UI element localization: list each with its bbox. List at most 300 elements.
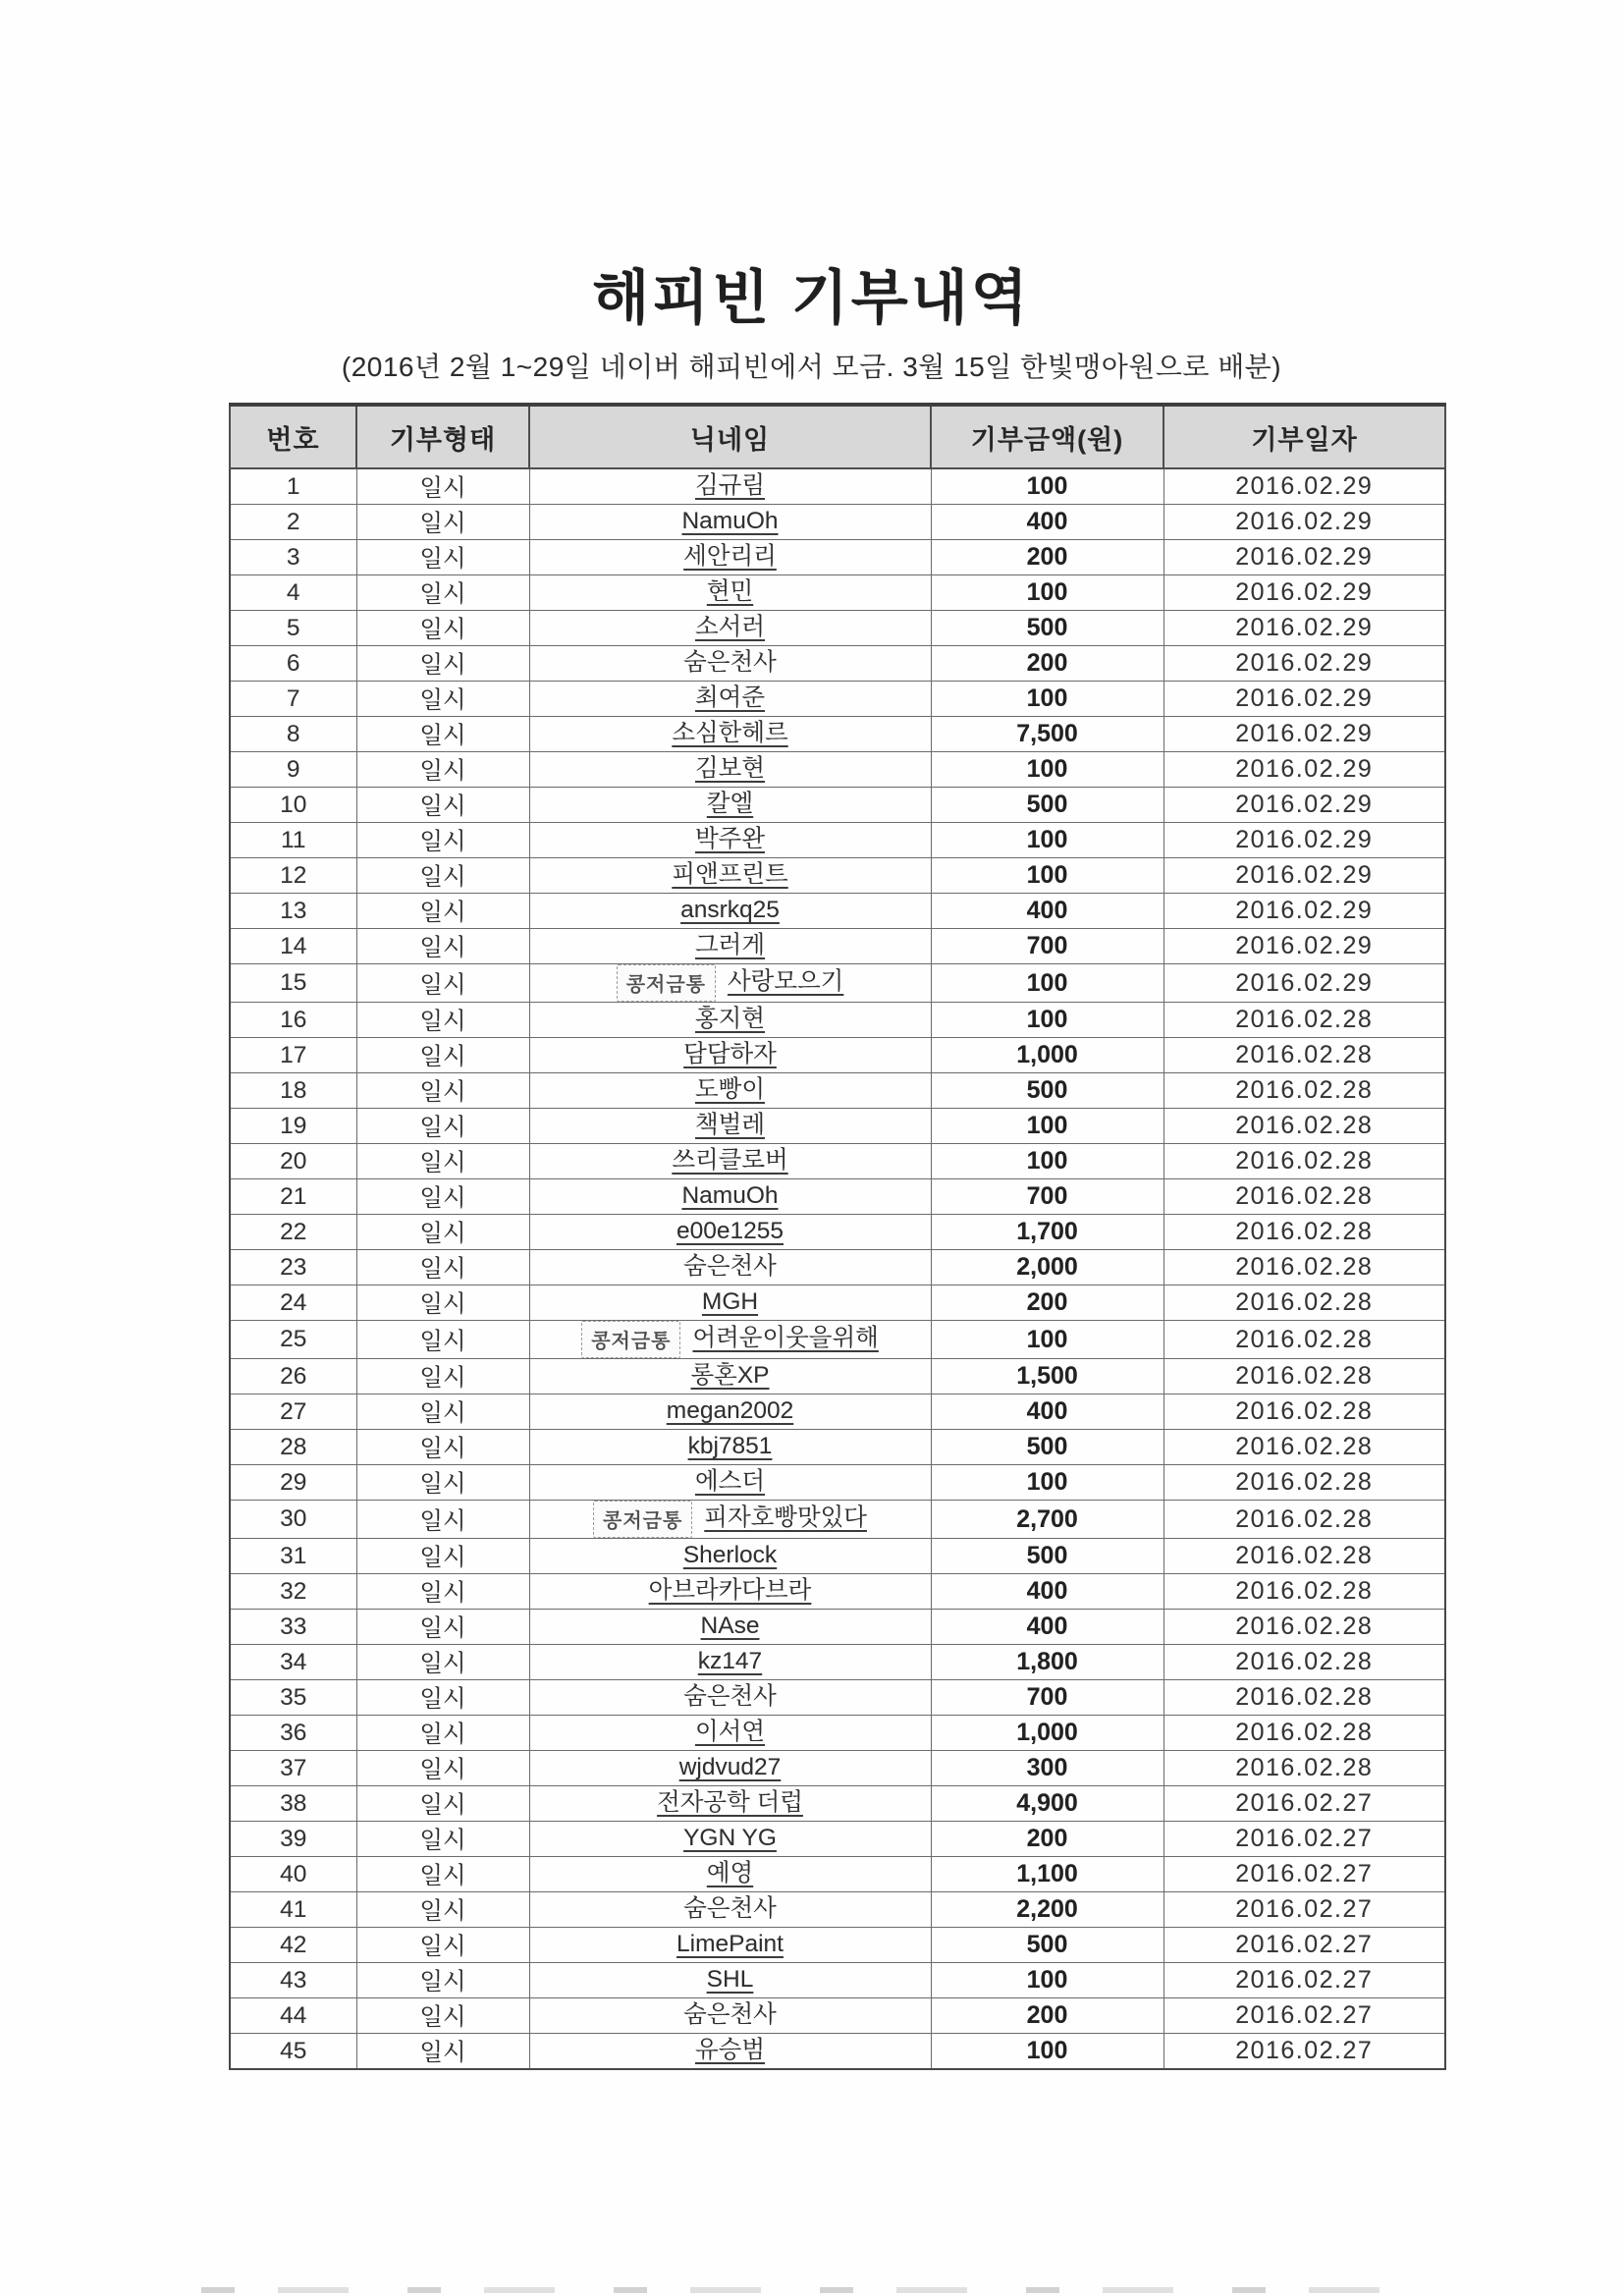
table-row: [230, 1998, 1445, 2034]
row-number-cell: 43: [230, 1963, 356, 1998]
date-cell: 2016.02.28: [1163, 1680, 1445, 1716]
row-number-cell: 41: [230, 1892, 356, 1928]
header-date: 기부일자: [1163, 405, 1445, 468]
date-cell: 2016.02.27: [1163, 1822, 1445, 1857]
donation-type-cell: 일시: [356, 611, 529, 646]
amount-cell: 700: [931, 929, 1163, 964]
nickname-text: MGH: [701, 1288, 759, 1316]
date-cell: 2016.02.29: [1163, 964, 1445, 1003]
donation-type-cell: 일시: [356, 964, 529, 1003]
donation-type-cell: 일시: [356, 505, 529, 540]
date-cell: 2016.02.28: [1163, 1038, 1445, 1073]
row-number-cell: 21: [230, 1179, 356, 1215]
nickname-cell: [529, 788, 931, 823]
date-cell: 2016.02.28: [1163, 1321, 1445, 1359]
nickname-cell: [529, 575, 931, 611]
bean-bank-badge: 콩저금통: [617, 964, 716, 1002]
date-cell: 2016.02.29: [1163, 929, 1445, 964]
donation-type-cell: 일시: [356, 1645, 529, 1680]
nickname-cell: [529, 505, 931, 540]
donation-type-cell: 일시: [356, 1430, 529, 1465]
scan-edge-artifact: [201, 2287, 1387, 2293]
nickname-cell: [529, 1321, 931, 1359]
nickname-text: e00e1255: [676, 1218, 784, 1245]
date-cell: 2016.02.29: [1163, 611, 1445, 646]
nickname-text: 숨은천사: [683, 1895, 777, 1923]
date-cell: 2016.02.28: [1163, 1465, 1445, 1501]
table-row: [230, 1179, 1445, 1215]
nickname-text: 최여준: [694, 684, 765, 712]
table-row: [230, 1610, 1445, 1645]
nickname-text: 피자호빵맛있다: [704, 1504, 867, 1532]
nickname-text: 숨은천사: [683, 2001, 777, 2029]
date-cell: 2016.02.28: [1163, 1250, 1445, 1285]
nickname-text: 아브라카다브라: [648, 1577, 812, 1605]
donation-type-cell: 일시: [356, 1321, 529, 1359]
amount-cell: 500: [931, 611, 1163, 646]
nickname-cell: [529, 1786, 931, 1822]
donation-type-cell: 일시: [356, 894, 529, 929]
row-number-cell: 11: [230, 823, 356, 858]
row-number-cell: 33: [230, 1610, 356, 1645]
amount-cell: 500: [931, 1430, 1163, 1465]
table-row: [230, 717, 1445, 752]
amount-cell: 700: [931, 1680, 1163, 1716]
amount-cell: 100: [931, 1963, 1163, 1998]
table-row: [230, 682, 1445, 717]
document-title: 해피빈 기부내역: [592, 265, 1031, 331]
row-number-cell: 40: [230, 1857, 356, 1892]
row-number-cell: 34: [230, 1645, 356, 1680]
donation-type-cell: 일시: [356, 682, 529, 717]
nickname-text: 소서러: [694, 614, 765, 641]
donation-type-cell: 일시: [356, 1822, 529, 1857]
nickname-text: YGN YG: [683, 1825, 777, 1852]
amount-cell: 100: [931, 682, 1163, 717]
date-cell: 2016.02.27: [1163, 1963, 1445, 1998]
nickname-text: NAse: [700, 1613, 760, 1640]
row-number-cell: 15: [230, 964, 356, 1003]
amount-cell: 400: [931, 1610, 1163, 1645]
date-cell: 2016.02.29: [1163, 682, 1445, 717]
date-cell: 2016.02.28: [1163, 1073, 1445, 1109]
amount-cell: 2,700: [931, 1501, 1163, 1539]
amount-cell: 100: [931, 468, 1163, 505]
donation-type-cell: 일시: [356, 575, 529, 611]
date-cell: 2016.02.27: [1163, 1928, 1445, 1963]
nickname-text: SHL: [706, 1966, 754, 1994]
nickname-text: 유승범: [694, 2037, 765, 2064]
date-cell: 2016.02.28: [1163, 1610, 1445, 1645]
row-number-cell: 31: [230, 1539, 356, 1574]
amount-cell: 100: [931, 1321, 1163, 1359]
table-row: [230, 1645, 1445, 1680]
nickname-text: 어려운이웃을위해: [692, 1325, 879, 1352]
header-amount: 기부금액(원): [931, 405, 1163, 468]
donation-type-cell: 일시: [356, 1003, 529, 1038]
table-row: [230, 1680, 1445, 1716]
nickname-cell: [529, 1610, 931, 1645]
nickname-cell: [529, 611, 931, 646]
nickname-text: 에스더: [694, 1468, 765, 1496]
nickname-cell: [529, 1394, 931, 1430]
table-row: [230, 1574, 1445, 1610]
nickname-text: ansrkq25: [680, 897, 780, 924]
row-number-cell: 23: [230, 1250, 356, 1285]
donation-type-cell: 일시: [356, 646, 529, 682]
donation-type-cell: 일시: [356, 1250, 529, 1285]
donation-type-cell: 일시: [356, 717, 529, 752]
amount-cell: 200: [931, 646, 1163, 682]
table-row: [230, 929, 1445, 964]
row-number-cell: 8: [230, 717, 356, 752]
donation-table: [229, 403, 1446, 2070]
donation-type-cell: 일시: [356, 1038, 529, 1073]
nickname-cell: [529, 929, 931, 964]
nickname-cell: [529, 858, 931, 894]
nickname-cell: [529, 717, 931, 752]
amount-cell: 500: [931, 788, 1163, 823]
nickname-cell: [529, 1645, 931, 1680]
date-cell: 2016.02.29: [1163, 505, 1445, 540]
header-nickname: 닉네임: [529, 405, 931, 468]
donation-type-cell: 일시: [356, 1892, 529, 1928]
table-row: [230, 1394, 1445, 1430]
table-row: [230, 1928, 1445, 1963]
nickname-cell: [529, 894, 931, 929]
amount-cell: 1,100: [931, 1857, 1163, 1892]
donation-type-cell: 일시: [356, 1610, 529, 1645]
nickname-cell: [529, 646, 931, 682]
row-number-cell: 29: [230, 1465, 356, 1501]
donation-type-cell: 일시: [356, 858, 529, 894]
donation-type-cell: 일시: [356, 1394, 529, 1430]
amount-cell: 100: [931, 1144, 1163, 1179]
donation-type-cell: 일시: [356, 929, 529, 964]
row-number-cell: 19: [230, 1109, 356, 1144]
nickname-text: LimePaint: [676, 1931, 784, 1958]
donation-type-cell: 일시: [356, 1073, 529, 1109]
amount-cell: 500: [931, 1073, 1163, 1109]
table-row: [230, 1857, 1445, 1892]
date-cell: 2016.02.28: [1163, 1359, 1445, 1394]
date-cell: 2016.02.28: [1163, 1394, 1445, 1430]
amount-cell: 500: [931, 1928, 1163, 1963]
table-row: [230, 1716, 1445, 1751]
nickname-cell: [529, 1430, 931, 1465]
amount-cell: 100: [931, 823, 1163, 858]
bean-bank-badge: 콩저금통: [593, 1501, 692, 1538]
date-cell: 2016.02.29: [1163, 468, 1445, 505]
row-number-cell: 3: [230, 540, 356, 575]
row-number-cell: 38: [230, 1786, 356, 1822]
nickname-cell: [529, 1998, 931, 2034]
donation-type-cell: 일시: [356, 1501, 529, 1539]
row-number-cell: 17: [230, 1038, 356, 1073]
table-row: [230, 1892, 1445, 1928]
date-cell: 2016.02.27: [1163, 1998, 1445, 2034]
table-row: [230, 2034, 1445, 2070]
row-number-cell: 12: [230, 858, 356, 894]
nickname-cell: [529, 1285, 931, 1321]
nickname-text: 피앤프린트: [672, 861, 788, 889]
donation-type-cell: 일시: [356, 1539, 529, 1574]
nickname-cell: [529, 1928, 931, 1963]
nickname-cell: [529, 540, 931, 575]
date-cell: 2016.02.28: [1163, 1003, 1445, 1038]
table-row: [230, 752, 1445, 788]
date-cell: 2016.02.27: [1163, 2034, 1445, 2070]
row-number-cell: 6: [230, 646, 356, 682]
amount-cell: 100: [931, 1003, 1163, 1038]
nickname-cell: [529, 1822, 931, 1857]
amount-cell: 400: [931, 1574, 1163, 1610]
amount-cell: 100: [931, 1465, 1163, 1501]
table-row: [230, 1215, 1445, 1250]
donation-type-cell: 일시: [356, 1574, 529, 1610]
table-row: [230, 1073, 1445, 1109]
date-cell: 2016.02.29: [1163, 540, 1445, 575]
amount-cell: 1,000: [931, 1038, 1163, 1073]
amount-cell: 1,700: [931, 1215, 1163, 1250]
amount-cell: 100: [931, 1109, 1163, 1144]
row-number-cell: 2: [230, 505, 356, 540]
nickname-text: wjdvud27: [678, 1754, 782, 1781]
table-row: [230, 505, 1445, 540]
row-number-cell: 24: [230, 1285, 356, 1321]
nickname-text: 소심한헤르: [672, 720, 788, 747]
date-cell: 2016.02.27: [1163, 1892, 1445, 1928]
date-cell: 2016.02.29: [1163, 646, 1445, 682]
table-row: [230, 1501, 1445, 1539]
table-row: [230, 894, 1445, 929]
nickname-text: megan2002: [666, 1397, 794, 1425]
nickname-text: 롱혼XP: [690, 1362, 770, 1390]
donation-type-cell: 일시: [356, 1786, 529, 1822]
nickname-text: 세안리리: [683, 543, 777, 571]
row-number-cell: 18: [230, 1073, 356, 1109]
nickname-text: 홍지현: [694, 1006, 765, 1033]
date-cell: 2016.02.29: [1163, 858, 1445, 894]
row-number-cell: 28: [230, 1430, 356, 1465]
date-cell: 2016.02.29: [1163, 894, 1445, 929]
nickname-text: 도빵이: [694, 1076, 765, 1104]
row-number-cell: 16: [230, 1003, 356, 1038]
row-number-cell: 32: [230, 1574, 356, 1610]
table-body: [230, 468, 1445, 2069]
date-cell: 2016.02.29: [1163, 717, 1445, 752]
table-row: [230, 1321, 1445, 1359]
nickname-text: Sherlock: [682, 1542, 778, 1569]
donation-type-cell: 일시: [356, 1215, 529, 1250]
row-number-cell: 39: [230, 1822, 356, 1857]
nickname-text: 사랑모으기: [727, 968, 844, 996]
nickname-cell: [529, 1539, 931, 1574]
table-row: [230, 1250, 1445, 1285]
donation-type-cell: 일시: [356, 540, 529, 575]
nickname-cell: [529, 1892, 931, 1928]
donation-type-cell: 일시: [356, 468, 529, 505]
date-cell: 2016.02.29: [1163, 752, 1445, 788]
nickname-cell: [529, 2034, 931, 2070]
donation-type-cell: 일시: [356, 1179, 529, 1215]
donation-type-cell: 일시: [356, 1285, 529, 1321]
nickname-cell: [529, 1250, 931, 1285]
nickname-text: 이서연: [694, 1719, 765, 1746]
date-cell: 2016.02.28: [1163, 1430, 1445, 1465]
row-number-cell: 13: [230, 894, 356, 929]
donation-type-cell: 일시: [356, 1928, 529, 1963]
row-number-cell: 4: [230, 575, 356, 611]
amount-cell: 200: [931, 1285, 1163, 1321]
row-number-cell: 37: [230, 1751, 356, 1786]
nickname-cell: [529, 1038, 931, 1073]
amount-cell: 400: [931, 1394, 1163, 1430]
amount-cell: 2,000: [931, 1250, 1163, 1285]
table-row: [230, 1786, 1445, 1822]
amount-cell: 7,500: [931, 717, 1163, 752]
nickname-text: kz147: [697, 1648, 763, 1675]
nickname-text: 김규림: [694, 472, 765, 500]
nickname-cell: [529, 752, 931, 788]
nickname-text: 박주완: [694, 826, 765, 853]
row-number-cell: 30: [230, 1501, 356, 1539]
date-cell: 2016.02.28: [1163, 1179, 1445, 1215]
row-number-cell: 35: [230, 1680, 356, 1716]
table-row: [230, 823, 1445, 858]
nickname-cell: [529, 1073, 931, 1109]
amount-cell: 4,900: [931, 1786, 1163, 1822]
row-number-cell: 27: [230, 1394, 356, 1430]
nickname-text: 예영: [706, 1860, 754, 1887]
nickname-text: 그러게: [694, 932, 765, 959]
amount-cell: 1,800: [931, 1645, 1163, 1680]
donation-type-cell: 일시: [356, 1144, 529, 1179]
row-number-cell: 25: [230, 1321, 356, 1359]
date-cell: 2016.02.27: [1163, 1857, 1445, 1892]
nickname-text: 책벌레: [694, 1112, 765, 1139]
amount-cell: 400: [931, 894, 1163, 929]
amount-cell: 100: [931, 752, 1163, 788]
table-row: [230, 788, 1445, 823]
donation-type-cell: 일시: [356, 1998, 529, 2034]
row-number-cell: 26: [230, 1359, 356, 1394]
amount-cell: 1,000: [931, 1716, 1163, 1751]
amount-cell: 200: [931, 1822, 1163, 1857]
date-cell: 2016.02.29: [1163, 823, 1445, 858]
nickname-cell: [529, 823, 931, 858]
table-row: [230, 1539, 1445, 1574]
nickname-text: 현민: [706, 578, 754, 606]
donation-type-cell: 일시: [356, 1680, 529, 1716]
date-cell: 2016.02.28: [1163, 1645, 1445, 1680]
date-cell: 2016.02.28: [1163, 1501, 1445, 1539]
nickname-cell: [529, 1144, 931, 1179]
nickname-cell: [529, 1003, 931, 1038]
donation-type-cell: 일시: [356, 1857, 529, 1892]
nickname-cell: [529, 1359, 931, 1394]
donation-type-cell: 일시: [356, 1109, 529, 1144]
date-cell: 2016.02.29: [1163, 788, 1445, 823]
table-row: [230, 646, 1445, 682]
amount-cell: 1,500: [931, 1359, 1163, 1394]
table-row: [230, 1751, 1445, 1786]
date-cell: 2016.02.28: [1163, 1215, 1445, 1250]
nickname-cell: [529, 1680, 931, 1716]
nickname-cell: [529, 1574, 931, 1610]
nickname-cell: [529, 1963, 931, 1998]
date-cell: 2016.02.28: [1163, 1144, 1445, 1179]
row-number-cell: 22: [230, 1215, 356, 1250]
table-row: [230, 1822, 1445, 1857]
date-cell: 2016.02.28: [1163, 1109, 1445, 1144]
nickname-text: NamuOh: [681, 1182, 779, 1210]
date-cell: 2016.02.29: [1163, 575, 1445, 611]
nickname-text: 전자공학 더럽: [657, 1789, 803, 1817]
amount-cell: 100: [931, 575, 1163, 611]
amount-cell: 100: [931, 964, 1163, 1003]
donation-type-cell: 일시: [356, 1963, 529, 1998]
table-row: [230, 1109, 1445, 1144]
nickname-cell: [529, 1857, 931, 1892]
table-header-row: [230, 405, 1445, 468]
nickname-text: 숨은천사: [683, 649, 777, 677]
date-cell: 2016.02.28: [1163, 1751, 1445, 1786]
amount-cell: 700: [931, 1179, 1163, 1215]
table-row: [230, 964, 1445, 1003]
header-donation-type: 기부형태: [356, 405, 529, 468]
document-subtitle: (2016년 2월 1~29일 네이버 해피빈에서 모금. 3월 15일 한빛맹아원으로 배분): [341, 352, 1282, 382]
nickname-cell: [529, 1215, 931, 1250]
row-number-cell: 7: [230, 682, 356, 717]
nickname-cell: [529, 1465, 931, 1501]
row-number-cell: 1: [230, 468, 356, 505]
table-row: [230, 575, 1445, 611]
nickname-cell: [529, 1716, 931, 1751]
row-number-cell: 10: [230, 788, 356, 823]
amount-cell: 100: [931, 858, 1163, 894]
nickname-cell: [529, 1751, 931, 1786]
donation-type-cell: 일시: [356, 1751, 529, 1786]
table-row: [230, 1963, 1445, 1998]
nickname-cell: [529, 468, 931, 505]
nickname-text: 숨은천사: [683, 1683, 777, 1711]
nickname-cell: [529, 682, 931, 717]
nickname-text: 칼엘: [706, 791, 754, 818]
table-row: [230, 1359, 1445, 1394]
donation-type-cell: 일시: [356, 823, 529, 858]
amount-cell: 100: [931, 2034, 1163, 2070]
table-row: [230, 1144, 1445, 1179]
date-cell: 2016.02.28: [1163, 1285, 1445, 1321]
nickname-text: 김보현: [694, 755, 765, 783]
donation-type-cell: 일시: [356, 1716, 529, 1751]
donation-type-cell: 일시: [356, 2034, 529, 2070]
bean-bank-badge: 콩저금통: [581, 1321, 680, 1358]
row-number-cell: 9: [230, 752, 356, 788]
nickname-text: 숨은천사: [683, 1253, 777, 1281]
row-number-cell: 42: [230, 1928, 356, 1963]
nickname-text: 담담하자: [683, 1041, 777, 1068]
amount-cell: 400: [931, 505, 1163, 540]
date-cell: 2016.02.27: [1163, 1786, 1445, 1822]
donation-type-cell: 일시: [356, 752, 529, 788]
amount-cell: 500: [931, 1539, 1163, 1574]
table-row: [230, 1465, 1445, 1501]
row-number-cell: 5: [230, 611, 356, 646]
row-number-cell: 14: [230, 929, 356, 964]
amount-cell: 2,200: [931, 1892, 1163, 1928]
